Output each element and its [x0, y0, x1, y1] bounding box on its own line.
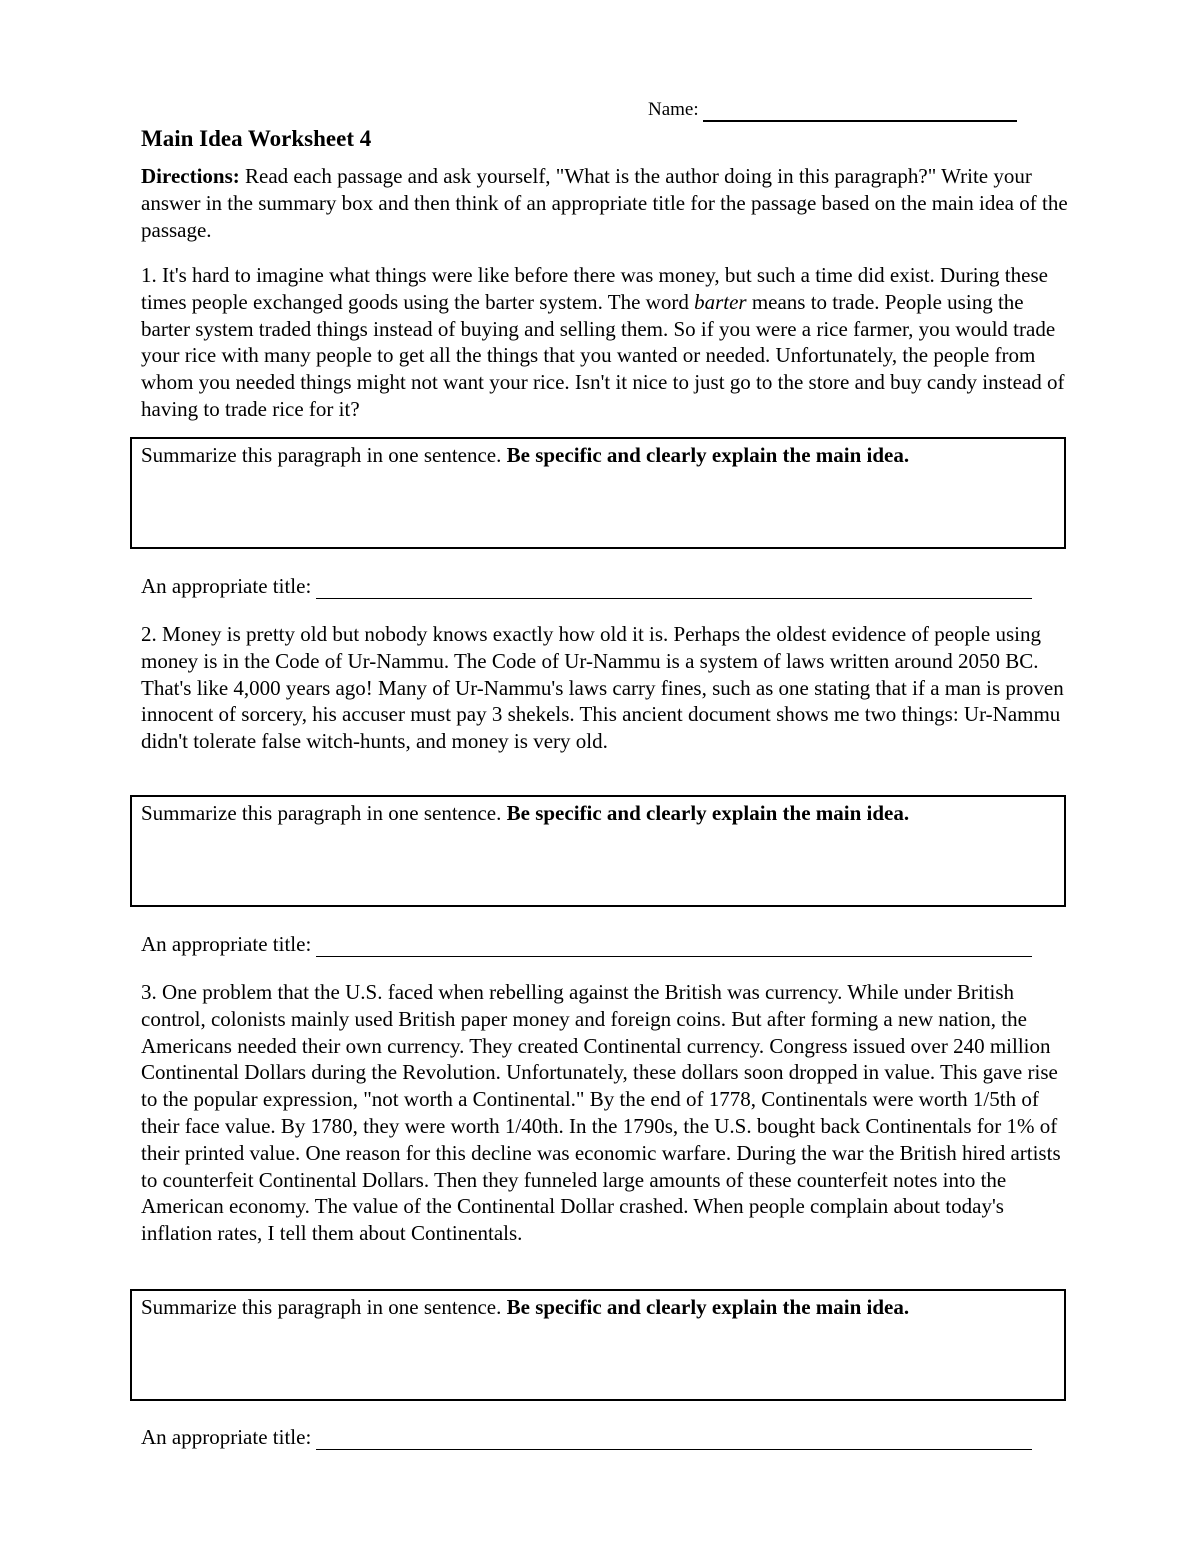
- directions-label: Directions:: [141, 164, 240, 188]
- passage-1-text-b: means to trade. People using the barter system traded things instead of buying and selling them. So if you were a rice farmer, you would trade your rice with many people to get all the things that you wanted or needed. Unfortunately, the people from whom you needed things might not want your rice. Isn't it nice to just go to the store and buy candy instead of having to trade rice for it?: [141, 289, 1065, 421]
- worksheet-title: Main Idea Worksheet 4: [141, 126, 372, 151]
- title-blank-2[interactable]: [316, 936, 1032, 957]
- summary-box-3[interactable]: [130, 1289, 1066, 1401]
- directions-text: Read each passage and ask yourself, "What is the author doing in this paragraph?" Write your answer in the summary box and then think of an appropriate title for the passage based on the main idea of the passage.: [141, 164, 1068, 242]
- title-field-2: [141, 931, 1032, 957]
- title-label: An appropriate title:: [141, 932, 312, 956]
- title-field-1: [141, 573, 1032, 599]
- title-blank-1[interactable]: [316, 578, 1032, 599]
- summary-emphasis: Be specific and clearly explain the main idea.: [506, 801, 910, 825]
- summary-prompt: Summarize this paragraph in one sentence.: [141, 1295, 507, 1319]
- summary-emphasis: Be specific and clearly explain the main idea.: [506, 1295, 910, 1319]
- passage-1-italic: barter: [694, 289, 747, 314]
- name-blank[interactable]: [703, 101, 1017, 122]
- title-label: An appropriate title:: [141, 574, 312, 598]
- title-blank-3[interactable]: [316, 1429, 1032, 1450]
- directions: [141, 163, 1071, 243]
- summary-box-2[interactable]: [130, 795, 1066, 907]
- passage-1-text-a: 1. It's hard to imagine what things were like before there was money, but such a time did exist. During these times people exchanged goods using the barter system. The word: [141, 263, 1048, 314]
- summary-emphasis: Be specific and clearly explain the main idea.: [506, 443, 910, 467]
- name-field: [648, 98, 1017, 122]
- passage-3: 3. One problem that the U.S. faced when rebelling against the British was currency. While under British control, colonists mainly used British paper money and foreign coins. But after forming a new nation, the Americans needed their own currency. They created Continental currency. Congress issued over 240 million Continental Dollars during the Revolution. Unfortunately, these dollars soon dropped in value. This gave rise to the popular expression, "not worth a Continental." By the end of 1778, Continentals were worth 1/5th of their face value. By 1780, they were worth 1/40th. In the 1790s, the U.S. bought back Continentals for 1% of their printed value. One reason for this decline was economic warfare. During the war the British hired artists to counterfeit Continental Dollars. Then they funneled large amounts of these counterfeit notes into the American economy. The value of the Continental Dollar crashed. When people complain about today's inflation rates, I tell them about Continentals.: [141, 980, 1061, 1246]
- passage-1: [141, 262, 1071, 423]
- name-label: Name:: [648, 99, 699, 120]
- title-field-3: [141, 1424, 1032, 1450]
- passage-2: 2. Money is pretty old but nobody knows exactly how old it is. Perhaps the oldest evidence of people using money is in the Code of Ur-Nammu. The Code of Ur-Nammu is a system of laws written around 2050 BC. That's like 4,000 years ago! Many of Ur-Nammu's laws carry fines, such as one stating that if a man is proven innocent of sorcery, his accuser must pay 3 shekels. This ancient document shows me two things: Ur-Nammu didn't tolerate false witch-hunts, and money is very old.: [141, 622, 1064, 754]
- summary-box-1[interactable]: [130, 437, 1066, 549]
- title-label: An appropriate title:: [141, 1425, 312, 1449]
- summary-prompt: Summarize this paragraph in one sentence.: [141, 443, 507, 467]
- summary-prompt: Summarize this paragraph in one sentence.: [141, 801, 507, 825]
